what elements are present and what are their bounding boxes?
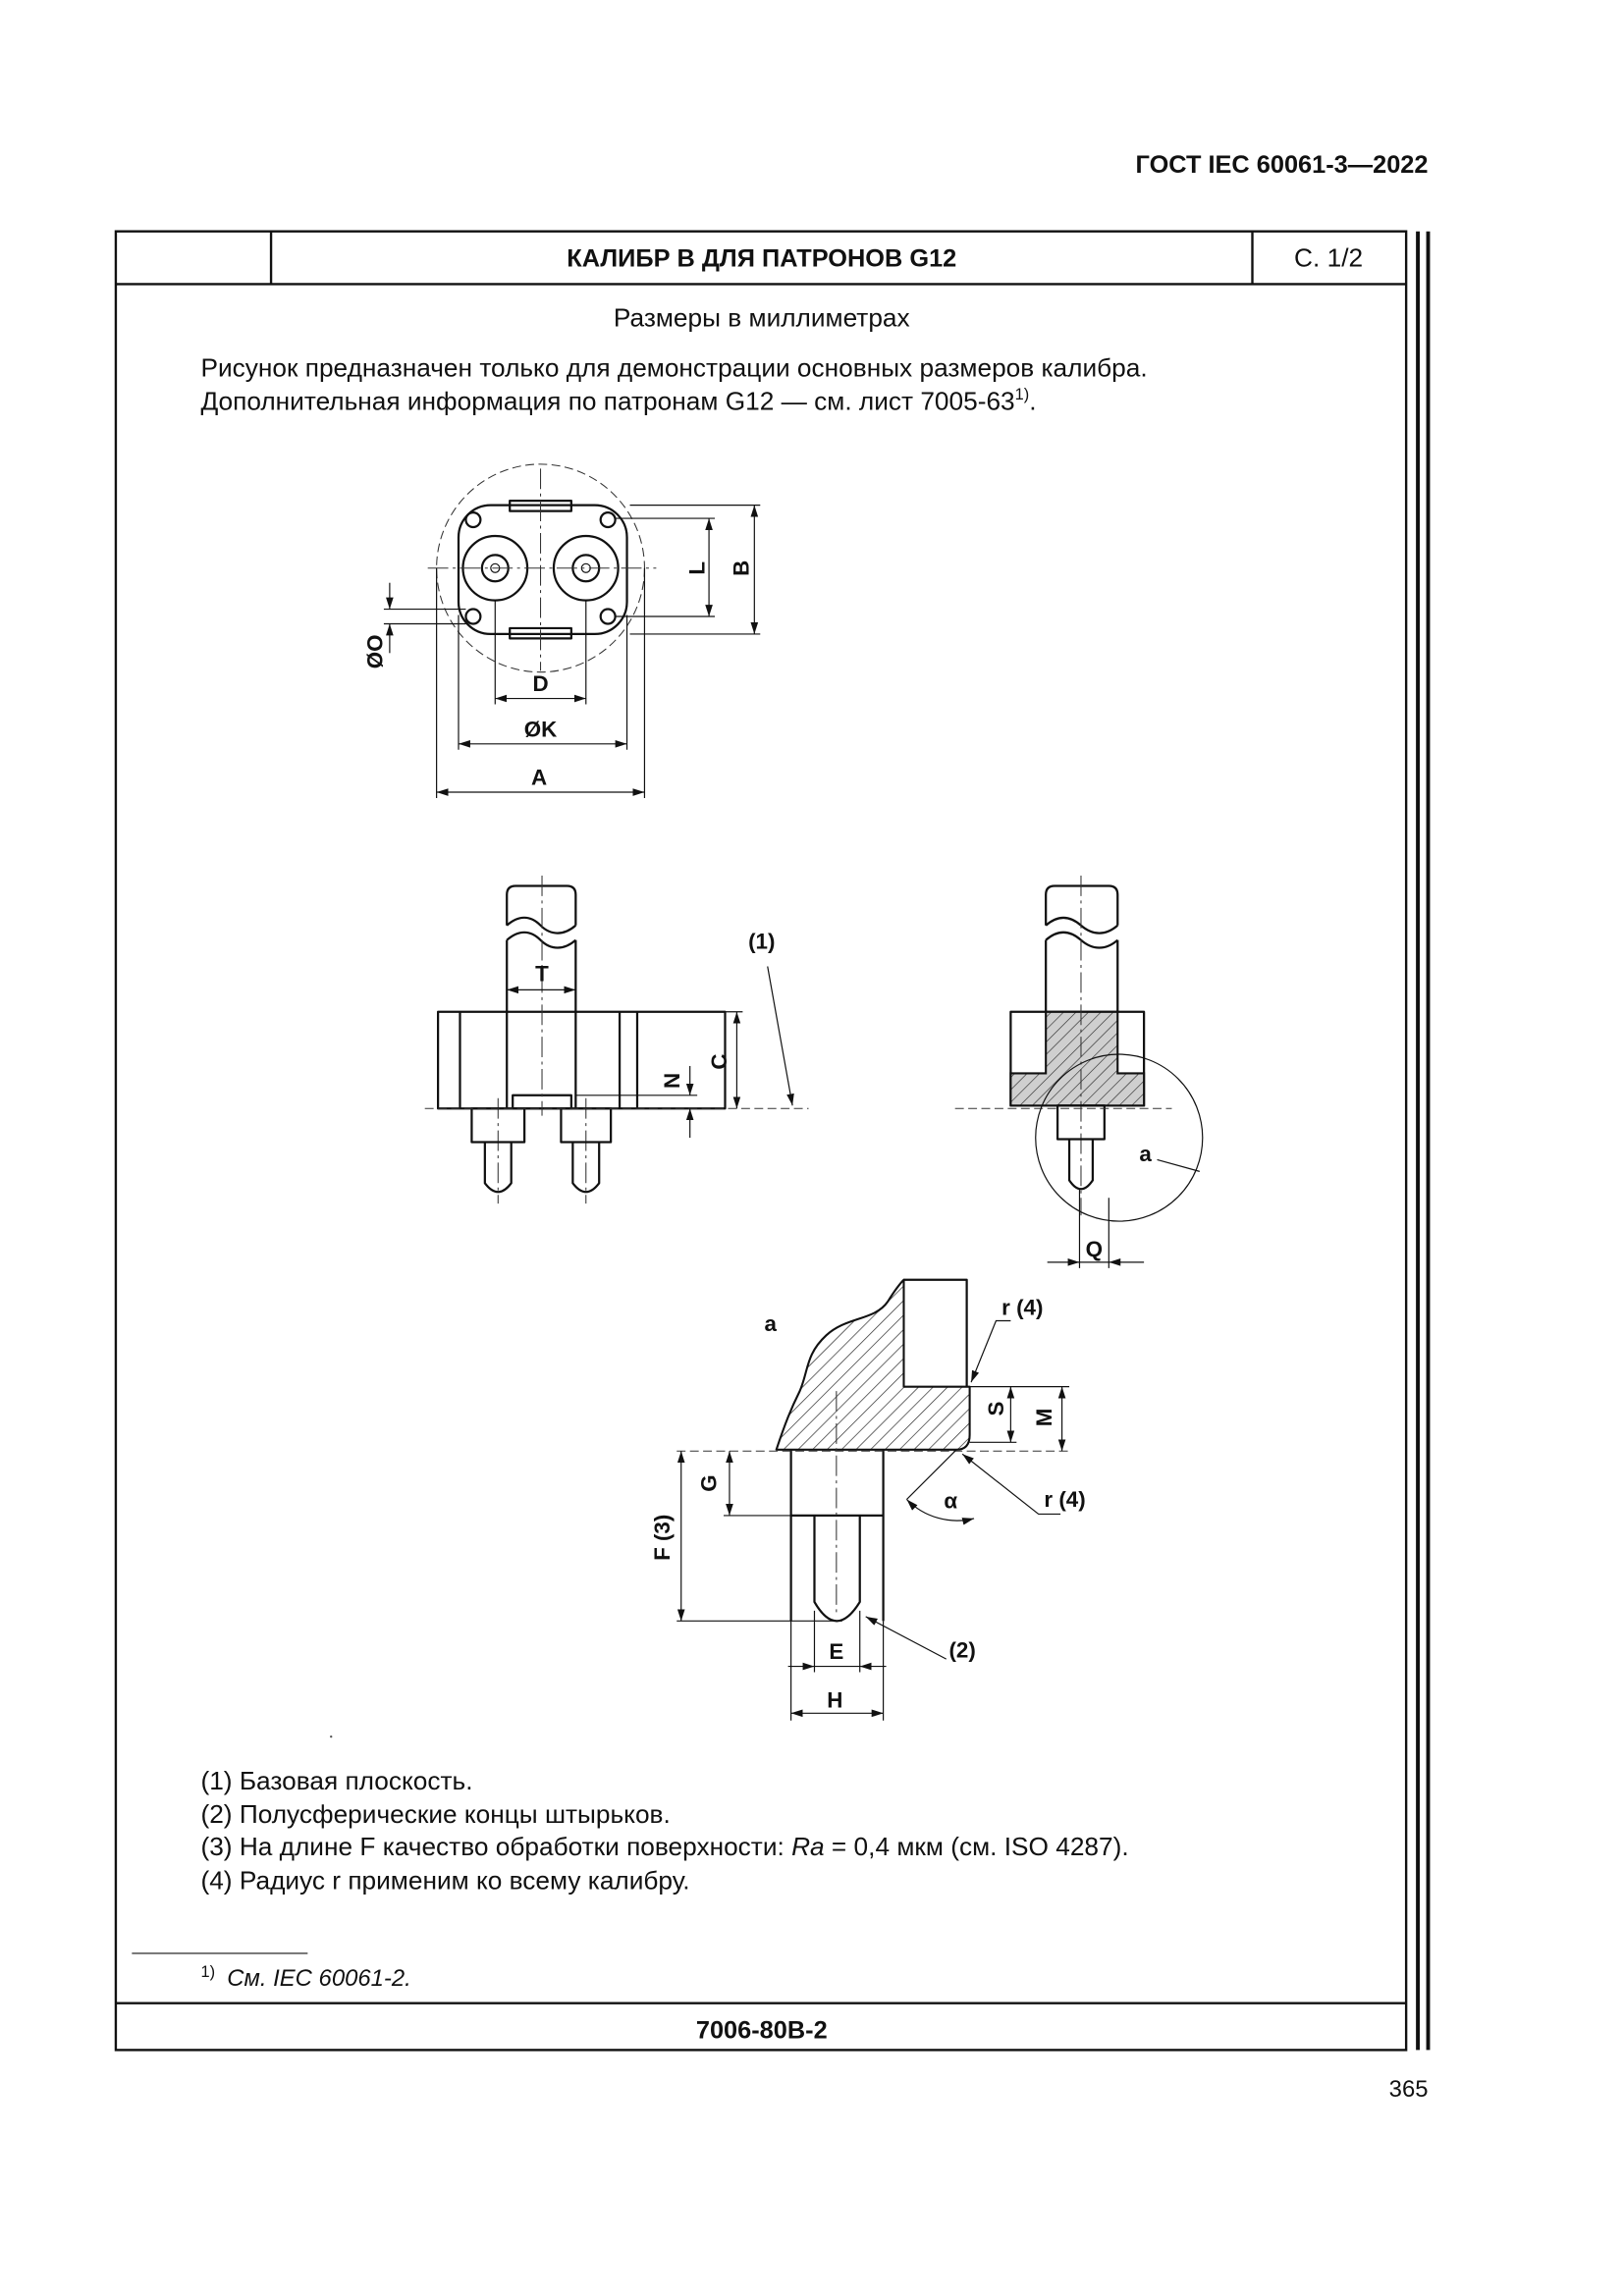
footnote-reference: 1) bbox=[1014, 386, 1030, 404]
intro-line-1: Рисунок предназначен только для демонстрации основных размеров калибра. bbox=[200, 352, 1148, 383]
section-hatched-area bbox=[1010, 1012, 1144, 1105]
hole-top-left bbox=[465, 512, 480, 527]
detail-a-leader bbox=[1158, 1159, 1200, 1171]
label-r-bottom: r (4) bbox=[1044, 1486, 1086, 1512]
label-k: ØK bbox=[523, 717, 558, 742]
notes bbox=[200, 1766, 1128, 1895]
footnote-text: См. IEC 60061-2. bbox=[227, 1964, 411, 1992]
page-number: 365 bbox=[1388, 2076, 1429, 2104]
label-o: ØO bbox=[362, 634, 388, 669]
label-b: B bbox=[729, 560, 754, 576]
label-d: D bbox=[532, 671, 549, 697]
handle-lower bbox=[507, 933, 575, 1108]
label-c: C bbox=[706, 1053, 731, 1070]
handle-break-upper bbox=[507, 918, 575, 934]
hole-bottom-left bbox=[465, 610, 480, 624]
label-alpha: α bbox=[944, 1488, 958, 1514]
note-3-end: = 0,4 мкм (см. ISO 4287). bbox=[824, 1831, 1129, 1861]
label-n: N bbox=[660, 1072, 685, 1089]
note-4: (4) Радиус r применим ко всему калибру. bbox=[200, 1865, 690, 1896]
label-e: E bbox=[829, 1639, 844, 1665]
detail-pin-end bbox=[814, 1516, 859, 1621]
spherical-end-leader bbox=[866, 1617, 947, 1659]
top-view bbox=[362, 464, 760, 798]
note-3 bbox=[200, 1832, 1128, 1861]
footnote bbox=[200, 1963, 410, 1992]
intro-line-2-end: . bbox=[1029, 386, 1037, 416]
alpha-angle-arc bbox=[906, 1500, 974, 1522]
label-s: S bbox=[983, 1401, 1008, 1416]
detail-a-view bbox=[650, 1280, 1086, 1721]
detail-pin-outline bbox=[791, 1450, 884, 1622]
label-t: T bbox=[535, 961, 549, 987]
section-handle-lower bbox=[1046, 933, 1117, 1012]
hole-bottom-right bbox=[601, 610, 616, 624]
detail-hatched-body bbox=[777, 1280, 970, 1450]
label-q: Q bbox=[1085, 1236, 1104, 1261]
sheet-page: С. 1/2 bbox=[1294, 242, 1364, 273]
section-view bbox=[955, 876, 1203, 1268]
label-a-circle: a bbox=[1139, 1141, 1152, 1166]
note-1: (1) Базовая плоскость. bbox=[200, 1765, 473, 1795]
label-r-top: r (4) bbox=[1001, 1295, 1044, 1320]
note-3-text: (3) На длине F качество обработки поверхности: bbox=[200, 1831, 792, 1861]
footnote-mark: 1) bbox=[200, 1962, 216, 1981]
stray-mark bbox=[330, 1735, 332, 1737]
body-inner-edges bbox=[460, 1012, 636, 1108]
front-view bbox=[425, 876, 809, 1203]
intro-line-2 bbox=[200, 386, 1036, 415]
sheet-number: 7006-80B-2 bbox=[695, 2016, 828, 2045]
hole-top-right bbox=[601, 512, 616, 527]
note-3-italic: Ra bbox=[791, 1831, 825, 1861]
gauge-body-front bbox=[438, 1012, 725, 1108]
label-ref-1: (1) bbox=[748, 929, 776, 954]
section-handle-break-upper bbox=[1046, 918, 1117, 934]
sheet-title: КАЛИБР В ДЛЯ ПАТРОНОВ G12 bbox=[567, 244, 957, 273]
note-2: (2) Полусферические концы штырьков. bbox=[200, 1799, 671, 1830]
label-l: L bbox=[684, 561, 710, 575]
standard-designation: ГОСТ IEC 60061-3—2022 bbox=[1135, 151, 1429, 180]
label-a: A bbox=[530, 765, 548, 790]
reference-plane-leader bbox=[768, 967, 792, 1106]
label-f: F (3) bbox=[649, 1514, 675, 1561]
units-note: Размеры в миллиметрах bbox=[613, 302, 910, 333]
top-view-extension-lines bbox=[384, 506, 760, 798]
label-g: G bbox=[696, 1474, 722, 1492]
label-m: M bbox=[1032, 1408, 1057, 1427]
label-a-detail: a bbox=[764, 1310, 777, 1336]
radius-top-leader bbox=[971, 1321, 1010, 1383]
label-ref-2: (2) bbox=[948, 1637, 976, 1663]
label-h: H bbox=[827, 1687, 843, 1713]
detail-handle-outline bbox=[903, 1280, 966, 1387]
intro-line-2-text: Дополнительная информация по патронам G12 — см. лист 7005-63 bbox=[200, 386, 1015, 416]
